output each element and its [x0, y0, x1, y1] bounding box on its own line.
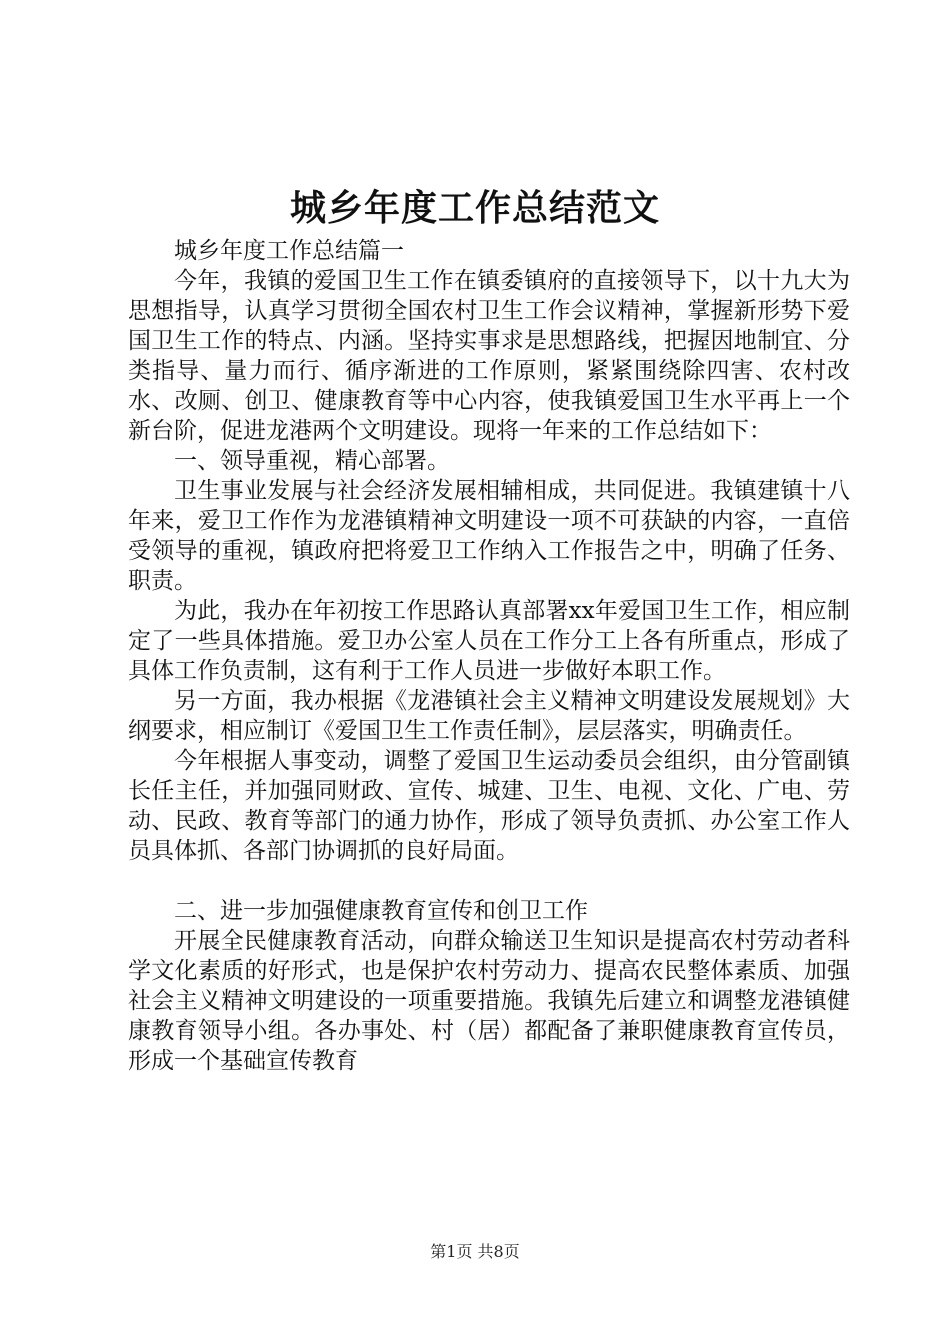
page-footer: 第1页 共8页: [430, 1242, 520, 1261]
section-heading: 二、进一步加强健康教育宣传和创卫工作: [174, 898, 588, 924]
document-body: [128, 236, 850, 1076]
paragraph-spacer: [128, 866, 850, 896]
body-paragraph: 另一方面，我办根据《龙港镇社会主义精神文明建设发展规划》大纲要求，相应制订《爱国卫生工作责任制》，层层落实，明确责任。: [128, 688, 850, 744]
body-paragraph: 为此，我办在年初按工作思路认真部署xx年爱国卫生工作，相应制定了一些具体措施。爱卫办公室人员在工作分工上各有所重点，形成了具体工作负责制，这有利于工作人员进一步做好本职工作。: [128, 598, 850, 684]
body-paragraph: 卫生事业发展与社会经济发展相辅相成，共同促进。我镇建镇十八年来，爱卫工作作为龙港镇精神文明建设一项不可获缺的内容，一直倍受领导的重视，镇政府把将爱卫工作纳入工作报告之中，明确了任务、职责。: [128, 478, 850, 594]
section-heading: 一、领导重视，精心部署。: [174, 448, 450, 474]
document-title: 城乡年度工作总结范文: [289, 187, 660, 229]
section-heading: 城乡年度工作总结篇一: [174, 238, 404, 264]
body-paragraph: 今年，我镇的爱国卫生工作在镇委镇府的直接领导下，以十九大为思想指导，认真学习贯彻全国农村卫生工作会议精神，掌握新形势下爱国卫生工作的特点、内涵。坚持实事求是思想路线，把握因地制宜、分类指导、量力而行、循序渐进的工作原则，紧紧围绕除四害、农村改水、改厕、创卫、健康教育等中心内容，使我镇爱国卫生水平再上一个新台阶，促进龙港两个文明建设。现将一年来的工作总结如下：: [128, 268, 850, 444]
body-paragraph: 今年根据人事变动，调整了爱国卫生运动委员会组织，由分管副镇长任主任，并加强同财政、宣传、城建、卫生、电视、文化、广电、劳动、民政、教育等部门的通力协作，形成了领导负责抓、办公室工作人员具体抓、各部门协调抓的良好局面。: [128, 748, 850, 864]
body-paragraph: 开展全民健康教育活动，向群众输送卫生知识是提高农村劳动者科学文化素质的好形式，也是保护农村劳动力、提高农民整体素质、加强社会主义精神文明建设的一项重要措施。我镇先后建立和调整龙港镇健康教育领导小组。各办事处、村（居）都配备了兼职健康教育宣传员，形成一个基础宣传教育: [128, 928, 850, 1074]
